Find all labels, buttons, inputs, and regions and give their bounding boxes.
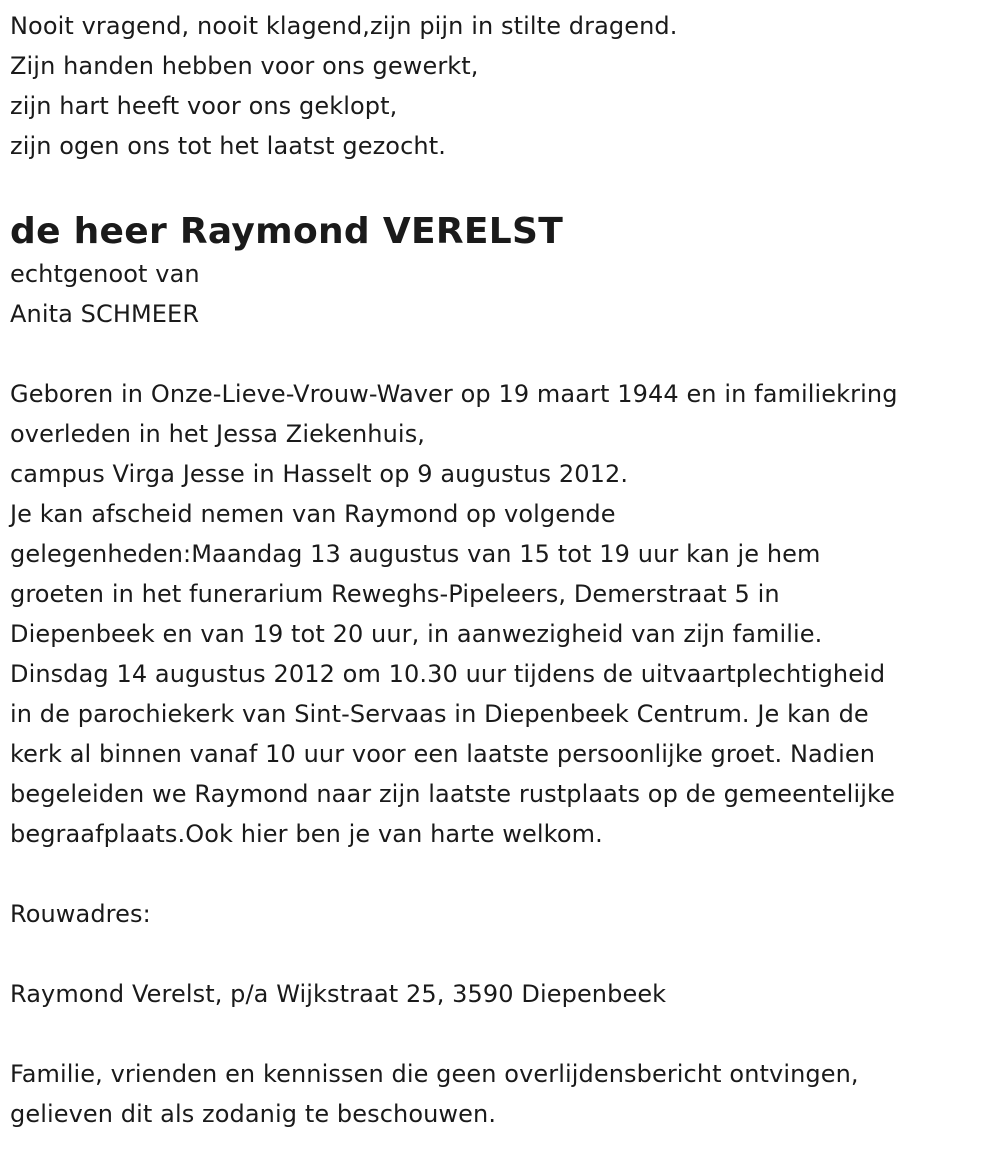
spacer (10, 854, 995, 894)
announcement-line: Je kan afscheid nemen van Raymond op volgende (10, 500, 616, 528)
announcement-line: gelegenheden:Maandag 13 augustus van 15 tot 19 uur kan je hem (10, 540, 821, 568)
announcement-line: in de parochiekerk van Sint-Servaas in Diepenbeek Centrum. Je kan de (10, 700, 869, 728)
spouse-name: Anita SCHMEER (10, 300, 200, 328)
relation-text: echtgenoot van (10, 260, 200, 288)
announcement-line: campus Virga Jesse in Hasselt op 9 augustus 2012. (10, 460, 629, 488)
spacer (10, 166, 995, 206)
poem (10, 6, 995, 166)
closing-line: gelieven dit als zodanig te beschouwen. (10, 1100, 497, 1128)
announcement-line: kerk al binnen vanaf 10 uur voor een laatste persoonlijke groet. Nadien (10, 740, 876, 768)
spacer (10, 1014, 995, 1054)
spacer (10, 934, 995, 974)
announcement-text (10, 374, 995, 854)
deceased-name: de heer Raymond VERELST (10, 211, 564, 252)
poem-line: zijn ogen ons tot het laatst gezocht. (10, 132, 446, 160)
announcement-line: overleden in het Jessa Ziekenhuis, (10, 420, 426, 448)
announcement-line: Dinsdag 14 augustus 2012 om 10.30 uur tijdens de uitvaartplechtigheid (10, 660, 886, 688)
address-label: Rouwadres: (10, 900, 151, 928)
closing-line: Familie, vrienden en kennissen die geen overlijdensbericht ontvingen, (10, 1060, 859, 1088)
obituary-document (10, 6, 995, 1134)
spacer (10, 334, 995, 374)
announcement-line: Diepenbeek en van 19 tot 20 uur, in aanwezigheid van zijn familie. (10, 620, 823, 648)
poem-line: Zijn handen hebben voor ons gewerkt, (10, 52, 479, 80)
closing-text (10, 1054, 995, 1134)
poem-line: zijn hart heeft voor ons geklopt, (10, 92, 398, 120)
address-line: Raymond Verelst, p/a Wijkstraat 25, 3590 Diepenbeek (10, 980, 667, 1008)
announcement-line: begraafplaats.Ook hier ben je van harte welkom. (10, 820, 603, 848)
announcement-line: Geboren in Onze-Lieve-Vrouw-Waver op 19 maart 1944 en in familiekring (10, 380, 898, 408)
poem-line: Nooit vragend, nooit klagend,zijn pijn in stilte dragend. (10, 12, 678, 40)
announcement-line: begeleiden we Raymond naar zijn laatste rustplaats op de gemeentelijke (10, 780, 895, 808)
announcement-line: groeten in het funerarium Reweghs-Pipeleers, Demerstraat 5 in (10, 580, 780, 608)
